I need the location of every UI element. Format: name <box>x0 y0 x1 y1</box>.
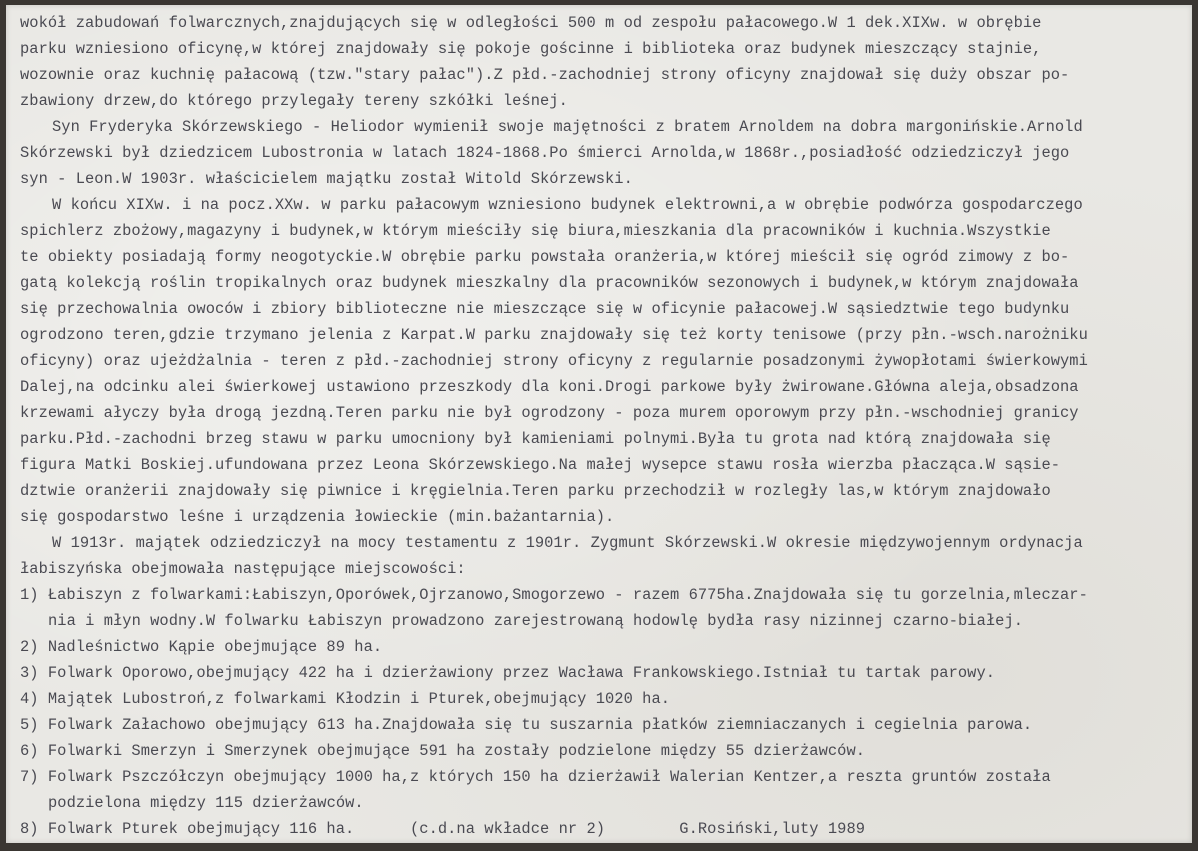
paragraph-start-line: W 1913r. majątek odziedziczył na mocy testamentu z 1901r. Zygmunt Skórzewski.W okresie międzywojennym ordynacja <box>52 534 1083 552</box>
text-line: dztwie oranżerii znajdowały się piwnice i kręgielnia.Teren parku przechodził w rozległy las,w którym znajdowało <box>20 482 1051 500</box>
list-item: 7) Folwark Pszczółczyn obejmujący 1000 ha,z których 150 ha dzierżawił Walerian Kentzer,a reszta gruntów została <box>20 768 1051 786</box>
text-line: się przechowalnia owoców i zbiory biblioteczne nie mieszczące się w oficynie pałacowej.W sąsiedztwie tego budynku <box>20 300 1070 318</box>
text-line: ogrodzono teren,gdzie trzymano jelenia z Karpat.W parku znajdowały się też korty tenisowe (przy płn.-wsch.narożniku <box>20 326 1088 344</box>
text-line: się gospodarstwo leśne i urządzenia łowieckie (min.bażantarnia). <box>20 508 615 526</box>
typewritten-page <box>6 5 1192 843</box>
text-line: figura Matki Boskiej.ufundowana przez Leona Skórzewskiego.Na małej wysepce stawu rosła wierzba płacząca.W sąsie- <box>20 456 1061 474</box>
text-line: Dalej,na odcinku alei świerkowej ustawiono przeszkody dla koni.Drogi parkowe były żwirowane.Główna aleja,obsadzona <box>20 378 1079 396</box>
list-item: 5) Folwark Załachowo obejmujący 613 ha.Znajdowała się tu suszarnia płatków ziemniaczanych i cegielnia parowa. <box>20 716 1033 734</box>
text-line: łabiszyńska obejmowała następujące miejscowości: <box>20 560 466 578</box>
text-line: wokół zabudowań folwarcznych,znajdujących się w odległości 500 m od zespołu pałacowego.W 1 dek.XIXw. w obrębie <box>20 14 1042 32</box>
list-item: 3) Folwark Oporowo,obejmujący 422 ha i dzierżawiony przez Wacława Frankowskiego.Istniał tu tartak parowy. <box>20 664 996 682</box>
text-line: wozownie oraz kuchnię pałacową (tzw."stary pałac").Z płd.-zachodniej strony oficyny znajdował się duży obszar po- <box>20 66 1070 84</box>
text-line: zbawiony drzew,do którego przylegały tereny szkółki leśnej. <box>20 92 568 110</box>
paragraph-start-line: Syn Fryderyka Skórzewskiego - Heliodor wymienił swoje majętności z bratem Arnoldem na dobra margonińskie.Arnold <box>52 118 1083 136</box>
text-line: te obiekty posiadają formy neogotyckie.W obrębie parku powstała oranżeria,w której mieścił się ogród zimowy z bo- <box>20 248 1070 266</box>
list-item: 1) Łabiszyn z folwarkami:Łabiszyn,Oporówek,Ojrzanowo,Smogorzewo - razem 6775ha.Znajdowała się tu gorzelnia,mleczar- <box>20 586 1088 604</box>
list-item-with-signature: 8) Folwark Pturek obejmujący 116 ha. (c.d.na wkładce nr 2) G.Rosiński,luty 1989 <box>20 820 866 838</box>
text-line: oficyny) oraz ujeżdżalnia - teren z płd.-zachodniej strony oficyny z regularnie posadzonymi żywopłotami świerkowymi <box>20 352 1088 370</box>
list-item: 6) Folwarki Smerzyn i Smerzynek obejmujące 591 ha zostały podzielone między 55 dzierżawców. <box>20 742 866 760</box>
text-line: gatą kolekcją roślin tropikalnych oraz budynek mieszkalny dla pracowników sezonowych i budynek,w którym znajdowała <box>20 274 1079 292</box>
list-item-continuation: podzielona między 115 dzierżawców. <box>48 794 364 812</box>
text-line: Skórzewski był dziedzicem Lubostronia w latach 1824-1868.Po śmierci Arnolda,w 1868r.,posiadłość odziedziczył jego <box>20 144 1070 162</box>
text-line: krzewami ałyczy była drogą jezdną.Teren parku nie był ogrodzony - poza murem oporowym przy płn.-wschodniej granicy <box>20 404 1079 422</box>
text-line: spichlerz zbożowy,magazyny i budynek,w którym mieściły się biura,mieszkania dla pracowników i kuchnia.Wszystkie <box>20 222 1051 240</box>
text-line: syn - Leon.W 1903r. właścicielem majątku został Witold Skórzewski. <box>20 170 633 188</box>
text-line: parku.Płd.-zachodni brzeg stawu w parku umocniony był kamieniami polnymi.Była tu grota nad którą znajdowała się <box>20 430 1051 448</box>
list-item: 2) Nadleśnictwo Kąpie obejmujące 89 ha. <box>20 638 383 656</box>
text-line: parku wzniesiono oficynę,w której znajdowały się pokoje gościnne i biblioteka oraz budynek mieszczący stajnie, <box>20 40 1042 58</box>
list-item-continuation: nia i młyn wodny.W folwarku Łabiszyn prowadzono zarejestrowaną hodowlę bydła rasy nizinnej czarno-białej. <box>48 612 1024 630</box>
list-item: 4) Majątek Lubostroń,z folwarkami Kłodzin i Pturek,obejmujący 1020 ha. <box>20 690 671 708</box>
paragraph-start-line: W końcu XIXw. i na pocz.XXw. w parku pałacowym wzniesiono budynek elektrowni,a w obrębie podwórza gospodarczego <box>52 196 1083 214</box>
